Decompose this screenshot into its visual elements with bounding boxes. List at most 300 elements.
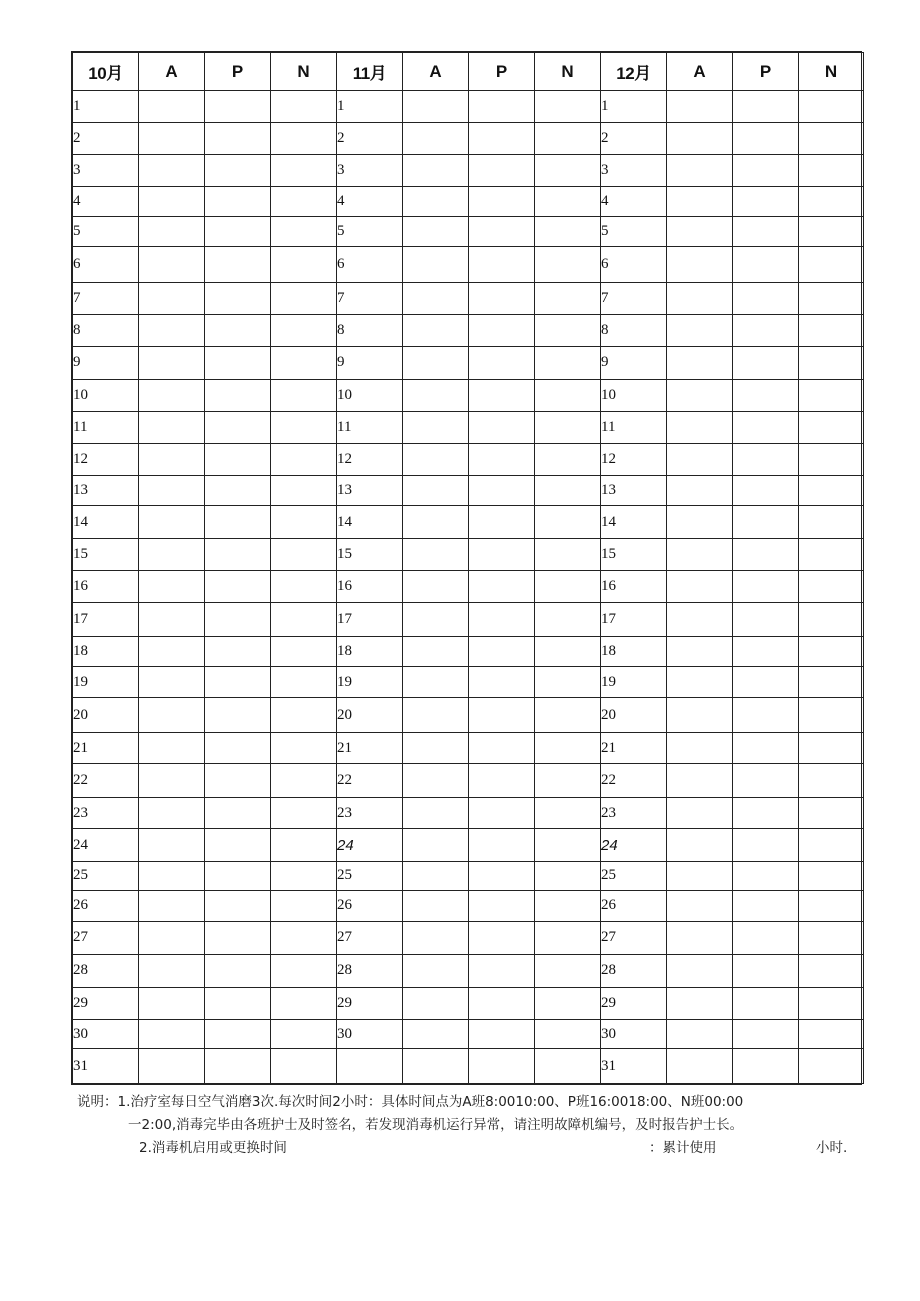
signature-cell-nov-n[interactable] <box>535 1019 601 1048</box>
signature-cell-nov-p[interactable] <box>469 636 535 666</box>
signature-cell-nov-p[interactable] <box>469 861 535 890</box>
signature-cell-nov-p[interactable] <box>469 539 535 570</box>
signature-cell-dec-a[interactable] <box>667 315 733 346</box>
signature-cell-oct-p[interactable] <box>205 732 271 763</box>
signature-cell-nov-n[interactable] <box>535 539 601 570</box>
signature-cell-dec-a[interactable] <box>667 346 733 379</box>
signature-cell-dec-n[interactable] <box>799 667 864 698</box>
day-label: 13 <box>337 482 352 499</box>
signature-cell-oct-a[interactable] <box>139 443 205 475</box>
signature-cell-oct-p[interactable] <box>205 91 271 123</box>
signature-cell-dec-p[interactable] <box>733 570 799 602</box>
signature-cell-dec-p[interactable] <box>733 315 799 346</box>
signature-cell-dec-p[interactable] <box>733 1049 799 1084</box>
signature-cell-dec-n[interactable] <box>799 315 864 346</box>
signature-cell-dec-a[interactable] <box>667 603 733 636</box>
signature-cell-dec-n[interactable] <box>799 247 864 283</box>
signature-cell-dec-p[interactable] <box>733 921 799 954</box>
signature-cell-dec-a[interactable] <box>667 380 733 412</box>
signature-cell-oct-p[interactable] <box>205 315 271 346</box>
signature-cell-oct-p[interactable] <box>205 247 271 283</box>
signature-cell-nov-p[interactable] <box>469 1049 535 1084</box>
signature-cell-nov-p[interactable] <box>469 1019 535 1048</box>
shift-n-header: N <box>535 53 601 91</box>
signature-cell-nov-p[interactable] <box>469 829 535 861</box>
signature-cell-nov-n[interactable] <box>535 123 601 154</box>
signature-cell-dec-a[interactable] <box>667 247 733 283</box>
signature-cell-nov-a[interactable] <box>403 346 469 379</box>
signature-cell-nov-p[interactable] <box>469 443 535 475</box>
signature-cell-oct-n[interactable] <box>271 764 337 797</box>
signature-cell-nov-a[interactable] <box>403 732 469 763</box>
signature-cell-dec-p[interactable] <box>733 732 799 763</box>
signature-cell-nov-n[interactable] <box>535 667 601 698</box>
signature-cell-dec-n[interactable] <box>799 539 864 570</box>
signature-cell-oct-p[interactable] <box>205 123 271 154</box>
signature-cell-nov-a[interactable] <box>403 667 469 698</box>
signature-cell-dec-a[interactable] <box>667 539 733 570</box>
day-number-oct <box>73 380 139 412</box>
signature-cell-oct-a[interactable] <box>139 921 205 954</box>
shift-n-header: N <box>799 53 864 91</box>
signature-cell-nov-n[interactable] <box>535 861 601 890</box>
signature-cell-dec-a[interactable] <box>667 732 733 763</box>
signature-cell-nov-n[interactable] <box>535 891 601 921</box>
signature-cell-oct-a[interactable] <box>139 861 205 890</box>
signature-cell-nov-p[interactable] <box>469 412 535 443</box>
signature-cell-nov-a[interactable] <box>403 1019 469 1048</box>
signature-cell-oct-p[interactable] <box>205 698 271 732</box>
signature-cell-nov-p[interactable] <box>469 987 535 1019</box>
signature-cell-oct-n[interactable] <box>271 346 337 379</box>
signature-cell-dec-p[interactable] <box>733 1019 799 1048</box>
signature-cell-dec-n[interactable] <box>799 1049 864 1084</box>
day-label: 30 <box>73 1025 88 1042</box>
signature-cell-nov-a[interactable] <box>403 91 469 123</box>
signature-cell-oct-n[interactable] <box>271 698 337 732</box>
signature-cell-dec-n[interactable] <box>799 698 864 732</box>
signature-cell-oct-p[interactable] <box>205 636 271 666</box>
signature-cell-dec-p[interactable] <box>733 476 799 505</box>
signature-cell-oct-a[interactable] <box>139 732 205 763</box>
signature-cell-oct-p[interactable] <box>205 282 271 314</box>
signature-cell-oct-n[interactable] <box>271 570 337 602</box>
signature-cell-dec-p[interactable] <box>733 539 799 570</box>
signature-cell-dec-p[interactable] <box>733 603 799 636</box>
signature-cell-nov-n[interactable] <box>535 797 601 828</box>
signature-cell-dec-p[interactable] <box>733 187 799 216</box>
signature-cell-dec-a[interactable] <box>667 921 733 954</box>
signature-cell-oct-n[interactable] <box>271 91 337 123</box>
signature-cell-nov-p[interactable] <box>469 921 535 954</box>
signature-cell-dec-p[interactable] <box>733 505 799 538</box>
signature-cell-nov-n[interactable] <box>535 476 601 505</box>
signature-cell-nov-a[interactable] <box>403 764 469 797</box>
signature-cell-dec-a[interactable] <box>667 91 733 123</box>
signature-cell-oct-p[interactable] <box>205 412 271 443</box>
day-label: 17 <box>601 610 616 627</box>
signature-cell-dec-a[interactable] <box>667 861 733 890</box>
signature-cell-nov-p[interactable] <box>469 346 535 379</box>
signature-cell-oct-p[interactable] <box>205 570 271 602</box>
signature-cell-nov-a[interactable] <box>403 861 469 890</box>
signature-cell-nov-a[interactable] <box>403 412 469 443</box>
signature-cell-nov-n[interactable] <box>535 829 601 861</box>
day-label: 16 <box>601 577 616 594</box>
day-number-nov <box>337 861 403 890</box>
signature-cell-nov-p[interactable] <box>469 216 535 246</box>
day-label: 7 <box>601 289 609 306</box>
signature-cell-oct-p[interactable] <box>205 346 271 379</box>
signature-cell-oct-n[interactable] <box>271 216 337 246</box>
signature-cell-nov-p[interactable] <box>469 955 535 987</box>
signature-cell-oct-a[interactable] <box>139 412 205 443</box>
signature-cell-dec-p[interactable] <box>733 636 799 666</box>
signature-cell-oct-n[interactable] <box>271 505 337 538</box>
signature-cell-dec-p[interactable] <box>733 891 799 921</box>
signature-cell-oct-p[interactable] <box>205 539 271 570</box>
signature-cell-oct-p[interactable] <box>205 861 271 890</box>
signature-cell-oct-a[interactable] <box>139 505 205 538</box>
signature-cell-dec-p[interactable] <box>733 154 799 186</box>
signature-cell-nov-a[interactable] <box>403 698 469 732</box>
signature-cell-dec-n[interactable] <box>799 91 864 123</box>
signature-cell-nov-p[interactable] <box>469 603 535 636</box>
signature-cell-dec-a[interactable] <box>667 955 733 987</box>
signature-cell-dec-a[interactable] <box>667 216 733 246</box>
signature-cell-nov-n[interactable] <box>535 987 601 1019</box>
signature-cell-oct-p[interactable] <box>205 797 271 828</box>
signature-cell-nov-p[interactable] <box>469 891 535 921</box>
signature-cell-dec-a[interactable] <box>667 698 733 732</box>
disinfection-log-table <box>71 51 862 1085</box>
signature-cell-dec-a[interactable] <box>667 636 733 666</box>
signature-cell-oct-a[interactable] <box>139 154 205 186</box>
signature-cell-oct-n[interactable] <box>271 1019 337 1048</box>
signature-cell-dec-a[interactable] <box>667 505 733 538</box>
day-number-nov <box>337 346 403 379</box>
signature-cell-oct-p[interactable] <box>205 829 271 861</box>
signature-cell-nov-n[interactable] <box>535 764 601 797</box>
signature-cell-nov-p[interactable] <box>469 123 535 154</box>
signature-cell-nov-a[interactable] <box>403 891 469 921</box>
signature-cell-nov-a[interactable] <box>403 216 469 246</box>
signature-cell-nov-a[interactable] <box>403 247 469 283</box>
signature-cell-dec-n[interactable] <box>799 443 864 475</box>
signature-cell-nov-n[interactable] <box>535 346 601 379</box>
signature-cell-dec-a[interactable] <box>667 282 733 314</box>
signature-cell-oct-a[interactable] <box>139 282 205 314</box>
signature-cell-dec-a[interactable] <box>667 797 733 828</box>
signature-cell-oct-p[interactable] <box>205 1049 271 1084</box>
signature-cell-dec-n[interactable] <box>799 476 864 505</box>
signature-cell-dec-a[interactable] <box>667 1049 733 1084</box>
signature-cell-oct-n[interactable] <box>271 443 337 475</box>
signature-cell-dec-n[interactable] <box>799 154 864 186</box>
signature-cell-nov-n[interactable] <box>535 187 601 216</box>
signature-cell-oct-n[interactable] <box>271 891 337 921</box>
signature-cell-nov-p[interactable] <box>469 476 535 505</box>
day-label: 26 <box>337 897 352 914</box>
signature-cell-nov-n[interactable] <box>535 380 601 412</box>
signature-cell-dec-n[interactable] <box>799 764 864 797</box>
signature-cell-dec-n[interactable] <box>799 1019 864 1048</box>
signature-cell-oct-n[interactable] <box>271 636 337 666</box>
day-label: 2 <box>337 130 345 147</box>
day-row <box>73 539 864 570</box>
signature-cell-dec-p[interactable] <box>733 443 799 475</box>
signature-cell-oct-a[interactable] <box>139 346 205 379</box>
signature-cell-nov-a[interactable] <box>403 443 469 475</box>
signature-cell-oct-a[interactable] <box>139 476 205 505</box>
signature-cell-nov-a[interactable] <box>403 187 469 216</box>
signature-cell-oct-n[interactable] <box>271 921 337 954</box>
signature-cell-oct-a[interactable] <box>139 380 205 412</box>
signature-cell-oct-n[interactable] <box>271 603 337 636</box>
signature-cell-oct-a[interactable] <box>139 1019 205 1048</box>
signature-cell-nov-a[interactable] <box>403 315 469 346</box>
signature-cell-oct-n[interactable] <box>271 732 337 763</box>
signature-cell-nov-a[interactable] <box>403 123 469 154</box>
day-label: 12 <box>73 451 88 468</box>
signature-cell-dec-n[interactable] <box>799 829 864 861</box>
signature-cell-oct-n[interactable] <box>271 247 337 283</box>
signature-cell-oct-n[interactable] <box>271 1049 337 1084</box>
signature-cell-oct-p[interactable] <box>205 154 271 186</box>
signature-cell-dec-n[interactable] <box>799 570 864 602</box>
signature-cell-oct-a[interactable] <box>139 123 205 154</box>
signature-cell-oct-a[interactable] <box>139 247 205 283</box>
signature-cell-nov-p[interactable] <box>469 698 535 732</box>
signature-cell-oct-a[interactable] <box>139 315 205 346</box>
signature-cell-dec-p[interactable] <box>733 247 799 283</box>
signature-cell-nov-n[interactable] <box>535 315 601 346</box>
signature-cell-dec-p[interactable] <box>733 797 799 828</box>
signature-cell-dec-n[interactable] <box>799 636 864 666</box>
signature-cell-oct-n[interactable] <box>271 539 337 570</box>
signature-cell-oct-a[interactable] <box>139 829 205 861</box>
signature-cell-oct-p[interactable] <box>205 603 271 636</box>
signature-cell-dec-a[interactable] <box>667 412 733 443</box>
signature-cell-dec-n[interactable] <box>799 412 864 443</box>
signature-cell-nov-p[interactable] <box>469 380 535 412</box>
signature-cell-oct-p[interactable] <box>205 216 271 246</box>
signature-cell-oct-p[interactable] <box>205 476 271 505</box>
signature-cell-nov-a[interactable] <box>403 987 469 1019</box>
signature-cell-nov-a[interactable] <box>403 921 469 954</box>
signature-cell-dec-n[interactable] <box>799 861 864 890</box>
signature-cell-nov-a[interactable] <box>403 505 469 538</box>
signature-cell-nov-p[interactable] <box>469 154 535 186</box>
day-number-oct <box>73 187 139 216</box>
signature-cell-nov-n[interactable] <box>535 603 601 636</box>
signature-cell-oct-a[interactable] <box>139 216 205 246</box>
signature-cell-oct-n[interactable] <box>271 987 337 1019</box>
signature-cell-dec-n[interactable] <box>799 732 864 763</box>
signature-cell-dec-a[interactable] <box>667 123 733 154</box>
signature-cell-nov-n[interactable] <box>535 955 601 987</box>
signature-cell-oct-n[interactable] <box>271 476 337 505</box>
signature-cell-oct-p[interactable] <box>205 987 271 1019</box>
signature-cell-oct-a[interactable] <box>139 987 205 1019</box>
signature-cell-oct-a[interactable] <box>139 570 205 602</box>
signature-cell-dec-n[interactable] <box>799 346 864 379</box>
signature-cell-dec-n[interactable] <box>799 921 864 954</box>
signature-cell-oct-n[interactable] <box>271 380 337 412</box>
signature-cell-nov-n[interactable] <box>535 154 601 186</box>
signature-cell-dec-p[interactable] <box>733 829 799 861</box>
signature-cell-nov-p[interactable] <box>469 315 535 346</box>
signature-cell-oct-n[interactable] <box>271 154 337 186</box>
signature-cell-nov-n[interactable] <box>535 247 601 283</box>
signature-cell-nov-p[interactable] <box>469 732 535 763</box>
signature-cell-oct-a[interactable] <box>139 539 205 570</box>
signature-cell-oct-a[interactable] <box>139 187 205 216</box>
signature-cell-dec-a[interactable] <box>667 667 733 698</box>
signature-cell-dec-a[interactable] <box>667 987 733 1019</box>
signature-cell-oct-p[interactable] <box>205 1019 271 1048</box>
signature-cell-nov-p[interactable] <box>469 797 535 828</box>
signature-cell-dec-n[interactable] <box>799 380 864 412</box>
signature-cell-dec-p[interactable] <box>733 667 799 698</box>
signature-cell-oct-p[interactable] <box>205 921 271 954</box>
signature-cell-dec-a[interactable] <box>667 764 733 797</box>
signature-cell-oct-n[interactable] <box>271 861 337 890</box>
signature-cell-dec-n[interactable] <box>799 216 864 246</box>
signature-cell-dec-p[interactable] <box>733 216 799 246</box>
signature-cell-oct-a[interactable] <box>139 91 205 123</box>
signature-cell-dec-a[interactable] <box>667 570 733 602</box>
signature-cell-nov-n[interactable] <box>535 282 601 314</box>
signature-cell-dec-a[interactable] <box>667 476 733 505</box>
signature-cell-dec-p[interactable] <box>733 987 799 1019</box>
signature-cell-dec-p[interactable] <box>733 282 799 314</box>
signature-cell-oct-a[interactable] <box>139 636 205 666</box>
signature-cell-nov-a[interactable] <box>403 570 469 602</box>
signature-cell-dec-a[interactable] <box>667 443 733 475</box>
signature-cell-oct-n[interactable] <box>271 667 337 698</box>
signature-cell-dec-p[interactable] <box>733 123 799 154</box>
signature-cell-oct-p[interactable] <box>205 443 271 475</box>
signature-cell-nov-p[interactable] <box>469 187 535 216</box>
signature-cell-nov-p[interactable] <box>469 667 535 698</box>
signature-cell-oct-n[interactable] <box>271 412 337 443</box>
signature-cell-nov-a[interactable] <box>403 539 469 570</box>
signature-cell-oct-n[interactable] <box>271 282 337 314</box>
signature-cell-nov-a[interactable] <box>403 380 469 412</box>
signature-cell-oct-a[interactable] <box>139 698 205 732</box>
signature-cell-nov-n[interactable] <box>535 91 601 123</box>
signature-cell-oct-n[interactable] <box>271 955 337 987</box>
signature-cell-oct-n[interactable] <box>271 829 337 861</box>
signature-cell-dec-n[interactable] <box>799 187 864 216</box>
signature-cell-dec-n[interactable] <box>799 123 864 154</box>
signature-cell-oct-n[interactable] <box>271 315 337 346</box>
day-number-dec <box>601 380 667 412</box>
signature-cell-dec-n[interactable] <box>799 282 864 314</box>
signature-cell-dec-a[interactable] <box>667 1019 733 1048</box>
signature-cell-nov-p[interactable] <box>469 764 535 797</box>
signature-cell-dec-p[interactable] <box>733 412 799 443</box>
signature-cell-nov-n[interactable] <box>535 505 601 538</box>
signature-cell-dec-p[interactable] <box>733 764 799 797</box>
signature-cell-nov-n[interactable] <box>535 732 601 763</box>
signature-cell-dec-n[interactable] <box>799 987 864 1019</box>
day-number-oct <box>73 247 139 283</box>
signature-cell-dec-a[interactable] <box>667 187 733 216</box>
signature-cell-nov-p[interactable] <box>469 570 535 602</box>
signature-cell-nov-n[interactable] <box>535 921 601 954</box>
signature-cell-oct-n[interactable] <box>271 797 337 828</box>
signature-cell-oct-p[interactable] <box>205 891 271 921</box>
signature-cell-nov-a[interactable] <box>403 829 469 861</box>
signature-cell-nov-a[interactable] <box>403 636 469 666</box>
signature-cell-oct-a[interactable] <box>139 603 205 636</box>
signature-cell-nov-a[interactable] <box>403 797 469 828</box>
signature-cell-nov-p[interactable] <box>469 505 535 538</box>
signature-cell-nov-n[interactable] <box>535 698 601 732</box>
signature-cell-dec-n[interactable] <box>799 797 864 828</box>
signature-cell-oct-p[interactable] <box>205 667 271 698</box>
signature-cell-nov-n[interactable] <box>535 443 601 475</box>
signature-cell-oct-a[interactable] <box>139 797 205 828</box>
signature-cell-oct-n[interactable] <box>271 123 337 154</box>
signature-cell-dec-p[interactable] <box>733 380 799 412</box>
signature-cell-dec-p[interactable] <box>733 698 799 732</box>
signature-cell-nov-n[interactable] <box>535 636 601 666</box>
signature-cell-oct-a[interactable] <box>139 667 205 698</box>
signature-cell-nov-a[interactable] <box>403 154 469 186</box>
signature-cell-oct-p[interactable] <box>205 505 271 538</box>
signature-cell-oct-p[interactable] <box>205 380 271 412</box>
signature-cell-oct-a[interactable] <box>139 764 205 797</box>
signature-cell-dec-p[interactable] <box>733 861 799 890</box>
day-label: 21 <box>337 739 352 756</box>
signature-cell-nov-n[interactable] <box>535 570 601 602</box>
signature-cell-nov-a[interactable] <box>403 1049 469 1084</box>
signature-cell-dec-n[interactable] <box>799 891 864 921</box>
signature-cell-oct-n[interactable] <box>271 187 337 216</box>
signature-cell-oct-a[interactable] <box>139 955 205 987</box>
signature-cell-dec-p[interactable] <box>733 91 799 123</box>
signature-cell-nov-a[interactable] <box>403 476 469 505</box>
day-number-dec <box>601 412 667 443</box>
signature-cell-nov-a[interactable] <box>403 955 469 987</box>
signature-cell-oct-p[interactable] <box>205 764 271 797</box>
signature-cell-dec-p[interactable] <box>733 346 799 379</box>
signature-cell-nov-p[interactable] <box>469 247 535 283</box>
signature-cell-nov-p[interactable] <box>469 282 535 314</box>
signature-cell-dec-n[interactable] <box>799 603 864 636</box>
signature-cell-dec-p[interactable] <box>733 955 799 987</box>
signature-cell-nov-a[interactable] <box>403 282 469 314</box>
signature-cell-dec-n[interactable] <box>799 505 864 538</box>
signature-cell-oct-a[interactable] <box>139 891 205 921</box>
signature-cell-nov-n[interactable] <box>535 412 601 443</box>
signature-cell-dec-a[interactable] <box>667 829 733 861</box>
signature-cell-oct-a[interactable] <box>139 1049 205 1084</box>
day-label: 19 <box>337 673 352 690</box>
signature-cell-nov-a[interactable] <box>403 603 469 636</box>
signature-cell-nov-n[interactable] <box>535 1049 601 1084</box>
signature-cell-nov-n[interactable] <box>535 216 601 246</box>
signature-cell-nov-p[interactable] <box>469 91 535 123</box>
signature-cell-dec-n[interactable] <box>799 955 864 987</box>
signature-cell-dec-a[interactable] <box>667 891 733 921</box>
signature-cell-oct-p[interactable] <box>205 187 271 216</box>
signature-cell-oct-p[interactable] <box>205 955 271 987</box>
signature-cell-dec-a[interactable] <box>667 154 733 186</box>
